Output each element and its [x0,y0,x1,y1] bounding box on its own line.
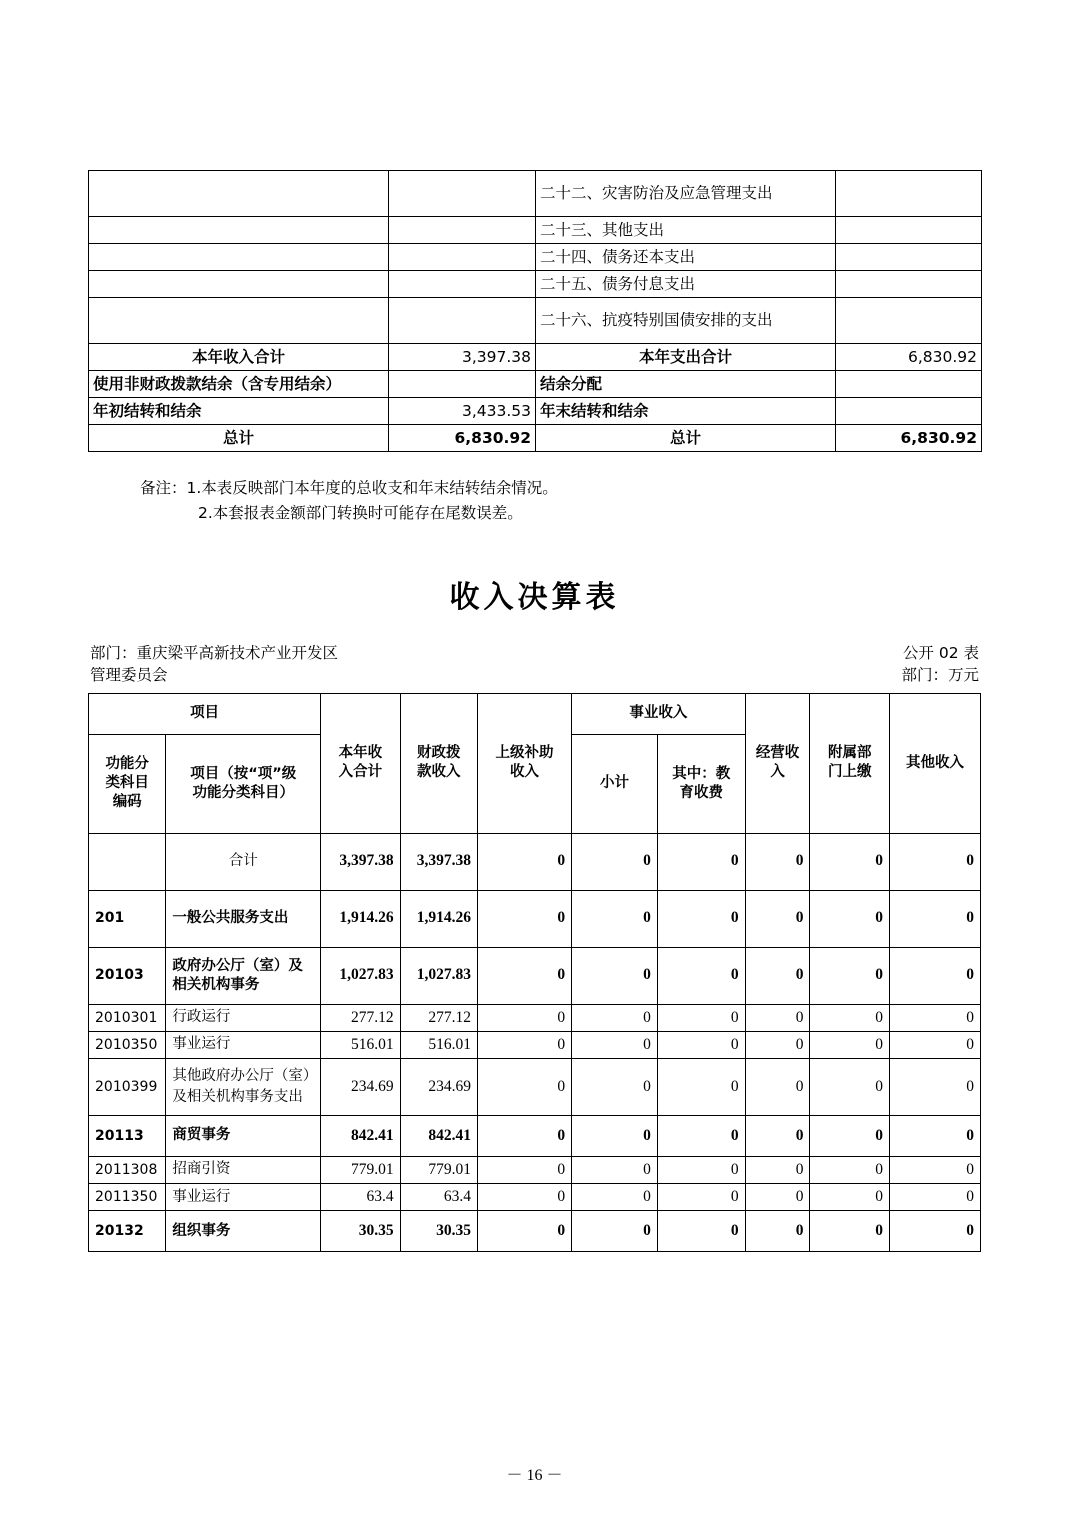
header-other-income: 其他收入 [889,693,980,833]
header-fiscal-appropriation [400,693,477,833]
budget-continued-table [88,170,982,452]
right-value-cell [836,371,982,398]
cell-subtotal: 0 [572,1115,658,1156]
cell-code: 20103 [89,947,166,1004]
cell-edu: 0 [657,1058,745,1115]
right-label-cell: 二十二、灾害防治及应急管理支出 [536,171,836,217]
right-value-cell [836,298,982,344]
cell-other: 0 [889,1211,980,1252]
cell-fiscal: 30.35 [400,1211,477,1252]
right-value-cell [836,217,982,244]
header-fiscal-l2: 款收入 [417,764,461,781]
cell-fiscal: 842.41 [400,1115,477,1156]
right-label-cell: 二十六、抗疫特别国债安排的支出 [536,298,836,344]
income-table-body [89,833,981,1252]
cell-year-total: 277.12 [321,1004,400,1031]
right-label-cell: 年末结转和结余 [536,398,836,425]
table-row [89,398,982,425]
header-edu-l1: 其中：教 [672,765,731,782]
cell-other: 0 [889,1183,980,1210]
cell-operating: 0 [745,833,810,890]
cell-affiliate: 0 [810,890,889,947]
table-notes [88,476,981,526]
cell-other: 0 [889,1058,980,1115]
department-label [90,642,338,687]
unit-label: 部门：万元 [901,666,979,685]
page-title: 收入决算表 [449,579,620,615]
cell-code: 2010350 [89,1031,166,1058]
header-project-name [166,734,321,833]
cell-year-total: 3,397.38 [321,833,400,890]
cell-name: 招商引资 [166,1156,321,1183]
cell-superior: 0 [477,1058,571,1115]
cell-subtotal: 0 [572,890,658,947]
cell-code: 2010301 [89,1004,166,1031]
left-label-cell: 总计 [89,425,389,452]
cell-operating: 0 [745,1115,810,1156]
cell-operating: 0 [745,1183,810,1210]
left-value-cell [389,171,536,217]
table-row [89,271,982,298]
cell-other: 0 [889,833,980,890]
table-row [89,947,981,1004]
cell-superior: 0 [477,890,571,947]
left-label-cell [89,217,389,244]
cell-name: 一般公共服务支出 [166,890,321,947]
cell-name: 行政运行 [166,1004,321,1031]
note-line-2: 2.本套报表金额部门转换时可能存在尾数误差。 [198,503,523,522]
cell-superior: 0 [477,1156,571,1183]
header-affiliate-l2: 门上缴 [827,764,872,781]
cell-edu: 0 [657,1031,745,1058]
cell-edu: 0 [657,1004,745,1031]
cell-name: 组织事务 [166,1211,321,1252]
cell-operating: 0 [745,1211,810,1252]
cell-name: 事业运行 [166,1183,321,1210]
cell-name: 其他政府办公厅（室）及相关机构事务支出 [166,1058,321,1115]
cell-subtotal: 0 [572,1183,658,1210]
cell-year-total: 516.01 [321,1031,400,1058]
right-value-cell [836,171,982,217]
header-project-group: 项目 [89,693,321,734]
right-value-cell [836,398,982,425]
cell-name: 商贸事务 [166,1115,321,1156]
cell-edu: 0 [657,890,745,947]
right-label-cell: 二十四、债务还本支出 [536,244,836,271]
cell-superior: 0 [477,1004,571,1031]
table-row [89,1115,981,1156]
header-edu-l2: 育收费 [679,784,723,801]
cell-fiscal: 1,027.83 [400,947,477,1004]
cell-superior: 0 [477,1211,571,1252]
header-operating-l1: 经营收 [755,745,800,762]
cell-edu: 0 [657,1156,745,1183]
right-label-cell: 总计 [536,425,836,452]
cell-code: 2011308 [89,1156,166,1183]
cell-subtotal: 0 [572,1211,658,1252]
form-number: 公开 02 表 [902,643,979,662]
table-row [89,1058,981,1115]
left-label-cell [89,271,389,298]
cell-subtotal: 0 [572,1058,658,1115]
right-label-cell: 二十三、其他支出 [536,217,836,244]
cell-fiscal: 277.12 [400,1004,477,1031]
cell-year-total: 63.4 [321,1183,400,1210]
cell-year-total: 30.35 [321,1211,400,1252]
table-row [89,1211,981,1252]
header-superior-l2: 收入 [510,764,540,781]
cell-operating: 0 [745,1031,810,1058]
cell-fiscal: 516.01 [400,1031,477,1058]
table-row [89,217,982,244]
cell-affiliate: 0 [810,1031,889,1058]
left-value-cell [389,244,536,271]
cell-fiscal: 1,914.26 [400,890,477,947]
cell-code: 2011350 [89,1183,166,1210]
note-line-1: 备注：1.本表反映部门本年度的总收支和年末结转结余情况。 [140,479,558,497]
cell-fiscal: 779.01 [400,1156,477,1183]
table-row [89,298,982,344]
right-value-cell: 6,830.92 [836,425,982,452]
cell-year-total: 1,914.26 [321,890,400,947]
header-superior-l1: 上级补助 [495,745,554,762]
cell-affiliate: 0 [810,1156,889,1183]
department-line-2: 管理委员会 [90,666,168,685]
cell-other: 0 [889,890,980,947]
left-label-cell [89,171,389,217]
header-row-group [89,693,981,734]
left-label-cell [89,298,389,344]
table-row [89,1031,981,1058]
cell-subtotal: 0 [572,833,658,890]
cell-other: 0 [889,1156,980,1183]
cell-subtotal: 0 [572,1004,658,1031]
header-fiscal-l1: 财政拨 [417,745,461,762]
right-value-cell [836,271,982,298]
header-project-name-l1: 项目（按“项”级 [190,765,297,782]
cell-fiscal: 234.69 [400,1058,477,1115]
header-year-total [321,693,400,833]
cell-year-total: 842.41 [321,1115,400,1156]
cell-code: 20132 [89,1211,166,1252]
cell-year-total: 234.69 [321,1058,400,1115]
table-row [89,1004,981,1031]
cell-operating: 0 [745,947,810,1004]
cell-superior: 0 [477,833,571,890]
cell-superior: 0 [477,1031,571,1058]
table-row-total-year [89,344,982,371]
table-row [89,1183,981,1210]
header-func-code-l3: 编码 [112,793,142,810]
cell-other: 0 [889,1004,980,1031]
header-operating-l2: 入 [770,764,785,781]
cell-other: 0 [889,1031,980,1058]
left-value-cell [389,298,536,344]
header-subtotal: 小计 [572,734,658,833]
cell-superior: 0 [477,947,571,1004]
left-label-cell: 使用非财政拨款结余（含专用结余） [89,371,389,398]
table-row-grand-total [89,425,982,452]
table-row [89,371,982,398]
cell-subtotal: 0 [572,1156,658,1183]
header-func-code-l1: 功能分 [105,756,149,773]
left-value-cell [389,371,536,398]
cell-edu: 0 [657,1115,745,1156]
cell-superior: 0 [477,1115,571,1156]
left-value-cell [389,217,536,244]
left-label-cell: 年初结转和结余 [89,398,389,425]
table-row [89,244,982,271]
cell-affiliate: 0 [810,1004,889,1031]
cell-subtotal: 0 [572,1031,658,1058]
form-meta [901,642,979,687]
cell-code: 20113 [89,1115,166,1156]
cell-affiliate: 0 [810,1211,889,1252]
header-affiliate-l1: 附属部 [827,745,872,762]
cell-edu: 0 [657,1211,745,1252]
cell-code [89,833,166,890]
table-row [89,1156,981,1183]
table-row [89,833,981,890]
page-number: － 16 － [506,1467,563,1484]
header-operating-income [745,693,810,833]
left-value-cell [389,271,536,298]
cell-name: 事业运行 [166,1031,321,1058]
cell-edu: 0 [657,947,745,1004]
cell-operating: 0 [745,1156,810,1183]
left-value-cell: 3,433.53 [389,398,536,425]
cell-name: 政府办公厅（室）及相关机构事务 [166,947,321,1004]
cell-year-total: 1,027.83 [321,947,400,1004]
cell-year-total: 779.01 [321,1156,400,1183]
cell-operating: 0 [745,1058,810,1115]
cell-affiliate: 0 [810,833,889,890]
cell-name: 合计 [166,833,321,890]
cell-affiliate: 0 [810,1115,889,1156]
right-label-cell: 本年支出合计 [536,344,836,371]
right-value-cell [836,244,982,271]
header-affiliate-income [810,693,889,833]
cell-edu: 0 [657,833,745,890]
header-career-income-group: 事业收入 [572,693,746,734]
cell-superior: 0 [477,1183,571,1210]
cell-code: 2010399 [89,1058,166,1115]
cell-other: 0 [889,1115,980,1156]
cell-operating: 0 [745,890,810,947]
header-function-code [89,734,166,833]
header-education-fee [657,734,745,833]
right-label-cell: 二十五、债务付息支出 [536,271,836,298]
cell-affiliate: 0 [810,947,889,1004]
table-meta [88,642,981,687]
cell-operating: 0 [745,1004,810,1031]
cell-edu: 0 [657,1183,745,1210]
table-row [89,171,982,217]
header-superior-subsidy [477,693,571,833]
left-value-cell: 3,397.38 [389,344,536,371]
header-year-total-l1: 本年收 [338,745,383,762]
right-label-cell: 结余分配 [536,371,836,398]
income-statement-table [88,693,981,1253]
cell-fiscal: 63.4 [400,1183,477,1210]
header-project-name-l2: 功能分类科目） [192,784,294,801]
cell-code: 201 [89,890,166,947]
left-label-cell [89,244,389,271]
table-row [89,890,981,947]
department-line-1: 部门：重庆梁平高新技术产业开发区 [90,643,339,662]
cell-affiliate: 0 [810,1183,889,1210]
left-value-cell: 6,830.92 [389,425,536,452]
right-value-cell: 6,830.92 [836,344,982,371]
cell-fiscal: 3,397.38 [400,833,477,890]
cell-affiliate: 0 [810,1058,889,1115]
header-year-total-l2: 入合计 [338,764,383,781]
header-func-code-l2: 类科目 [105,775,149,792]
cell-other: 0 [889,947,980,1004]
cell-subtotal: 0 [572,947,658,1004]
left-label-cell: 本年收入合计 [89,344,389,371]
